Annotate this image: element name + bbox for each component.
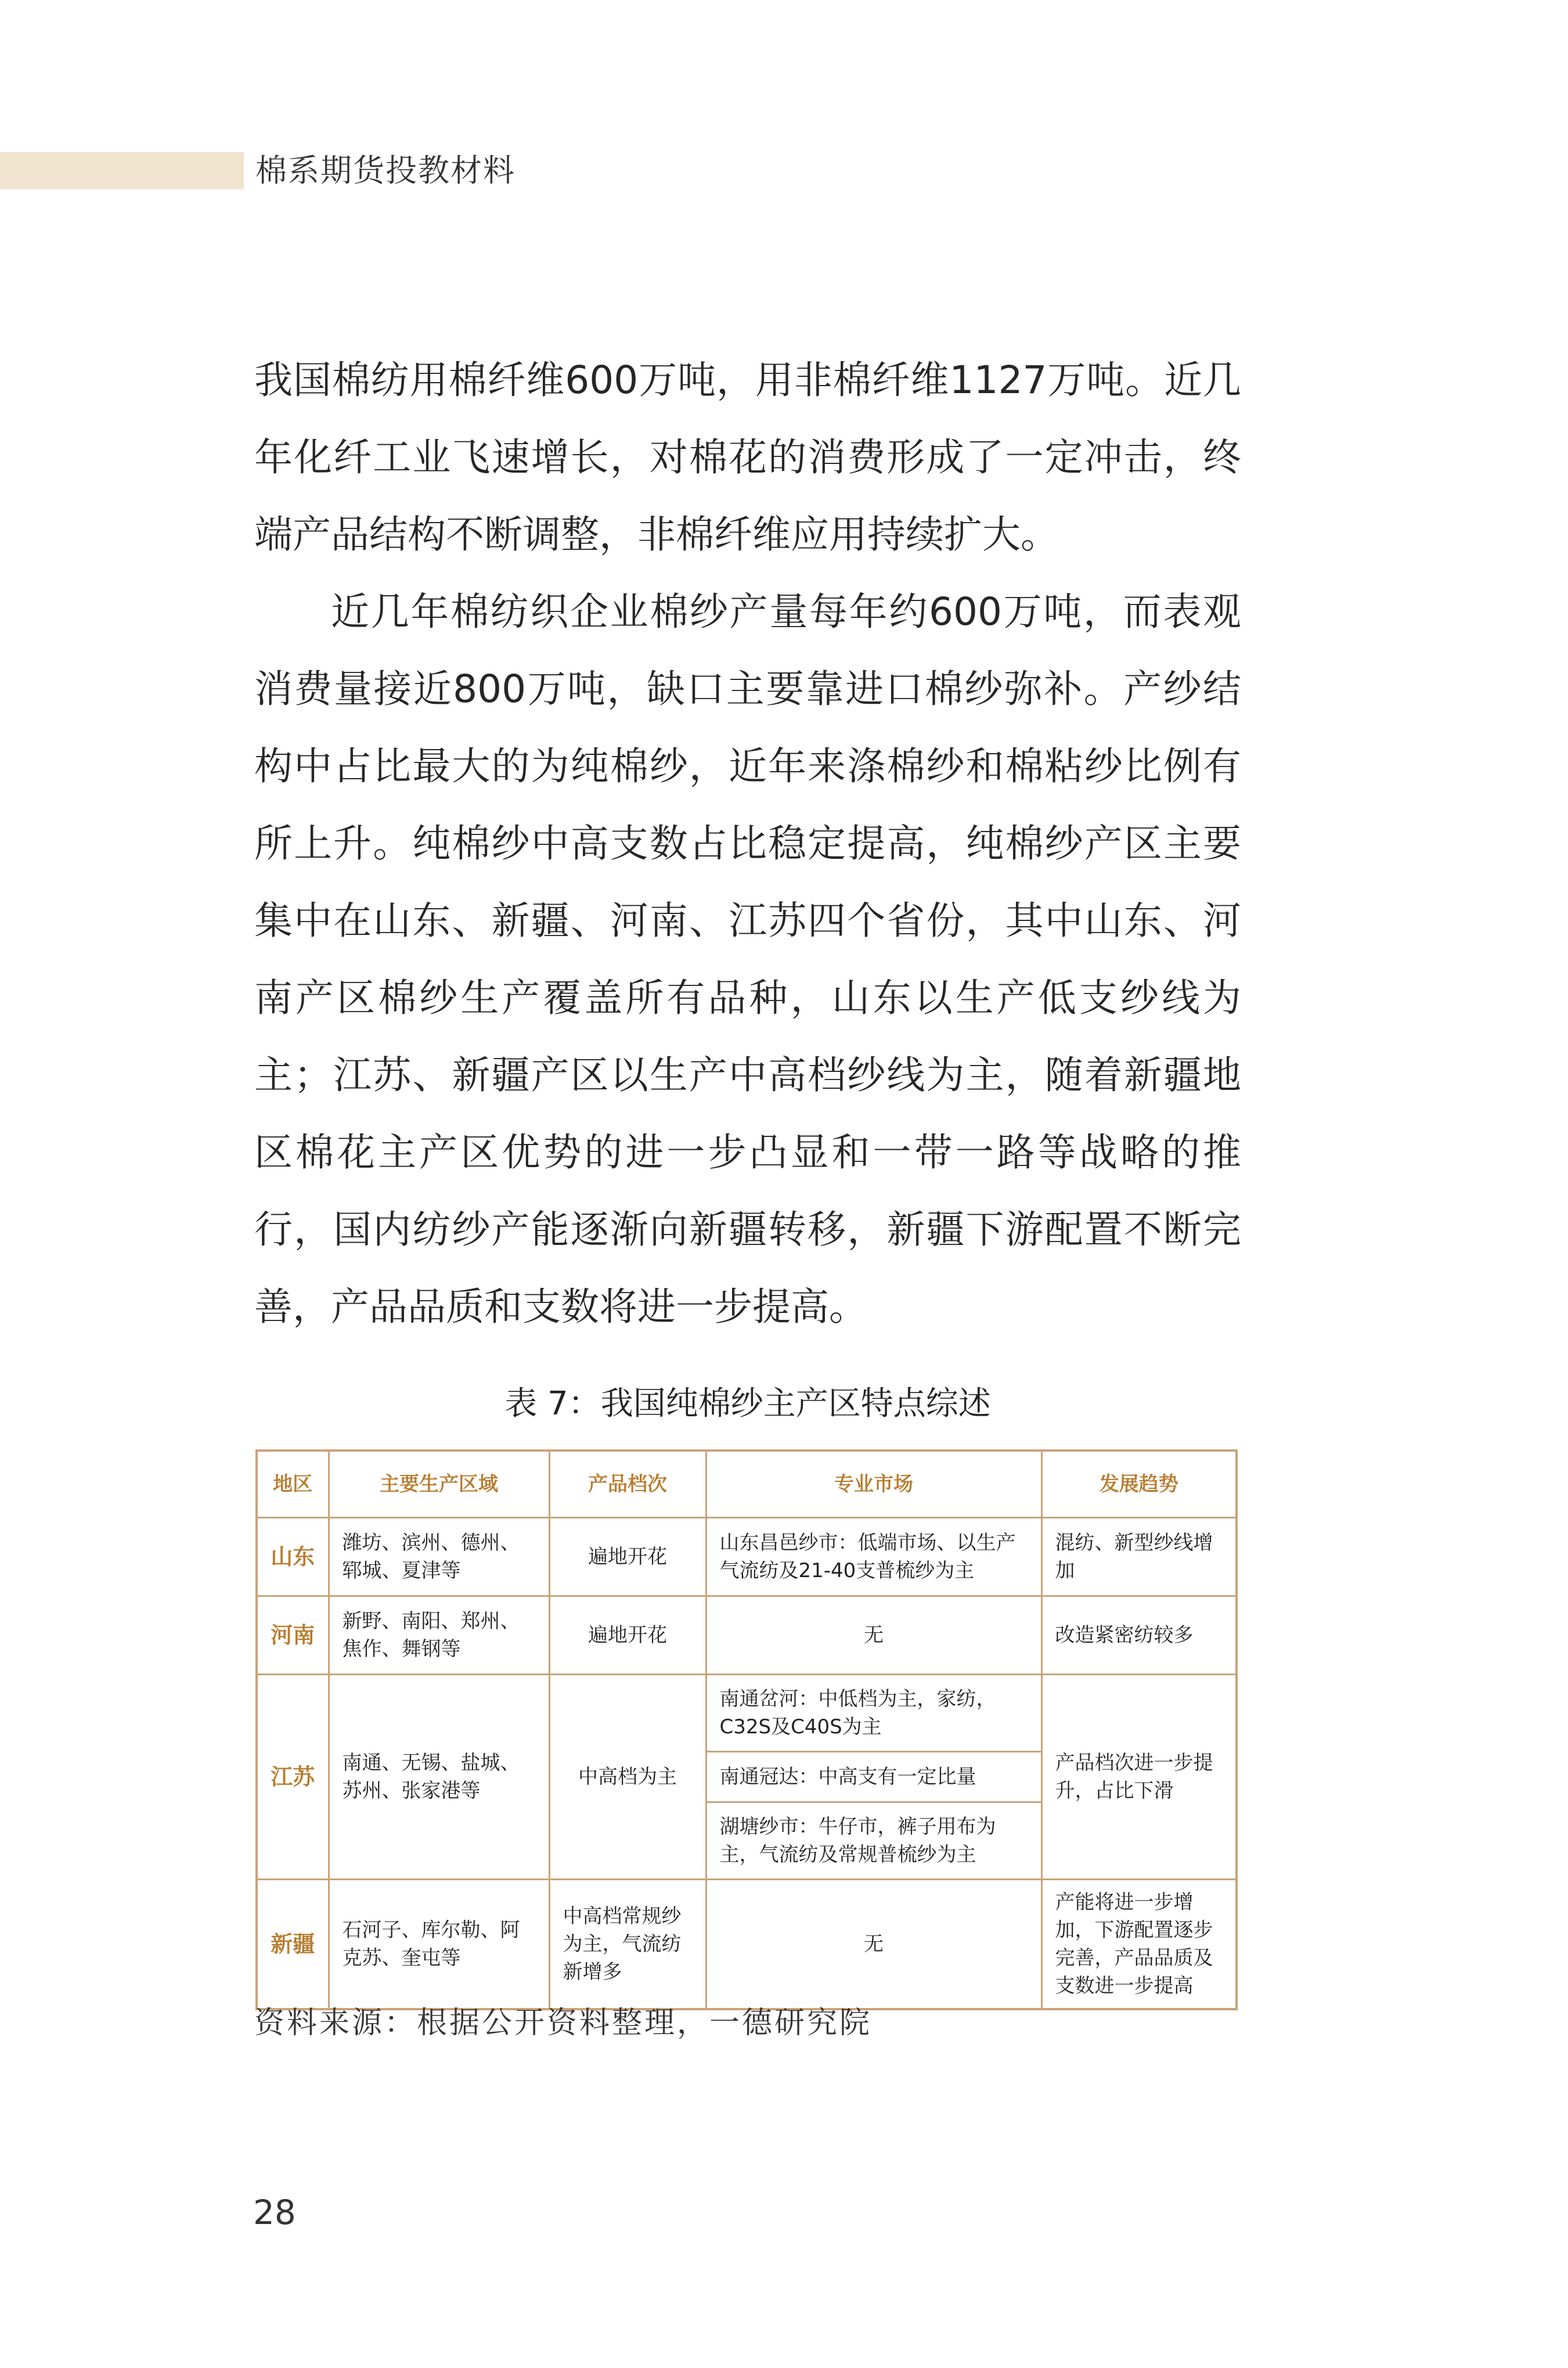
region-cell: 江苏: [257, 1675, 329, 1880]
header-cell-grade: 产品档次: [549, 1451, 706, 1518]
market-cell: 山东昌邑纱市：低端市场、以生产气流纺及21-40支普梳纱为主: [706, 1518, 1041, 1596]
header-cell-areas: 主要生产区域: [329, 1451, 549, 1518]
areas-cell: 石河子、库尔勒、阿克苏、奎屯等: [329, 1880, 549, 2010]
grade-cell: 中高档常规纱为主，气流纺新增多: [549, 1880, 706, 2010]
header-cell-market: 专业市场: [706, 1451, 1041, 1518]
trend-cell: 产能将进一步增加，下游配置逐步完善，产品品质及支数进一步提高: [1041, 1880, 1237, 2010]
region-table: [255, 1449, 1235, 2010]
grade-cell: 遍地开花: [549, 1518, 706, 1596]
region-cell: 新疆: [257, 1880, 329, 2010]
body-text: [254, 341, 1241, 1345]
paragraph-1: 我国棉纺用棉纤维600万吨，用非棉纤维1127万吨。近几年化纤工业飞速增长，对棉花的消费形成了一定冲击，终端产品结构不断调整，非棉纤维应用持续扩大。: [254, 358, 1241, 557]
trend-cell: 产品档次进一步提升，占比下滑: [1041, 1675, 1237, 1880]
header-cell-region: 地区: [257, 1451, 329, 1518]
areas-cell: 南通、无锡、盐城、苏州、张家港等: [329, 1675, 549, 1880]
table-header-row: [257, 1451, 1237, 1518]
market-cell: 南通岔河：中低档为主，家纺，C32S及C40S为主: [706, 1675, 1041, 1752]
header-cell-trend: 发展趋势: [1041, 1451, 1237, 1518]
region-cell: 山东: [257, 1518, 329, 1596]
paragraph-2: 近几年棉纺织企业棉纱产量每年约600万吨，而表观消费量接近800万吨，缺口主要靠进口棉纱弥补。产纱结构中占比最大的为纯棉纱，近年来涤棉纱和棉粘纱比例有所上升。纯棉纱中高支数占比稳定提高，纯棉纱产区主要集中在山东、新疆、河南、江苏四个省份，其中山东、河南产区棉纱生产覆盖所有品种，山东以生产低支纱线为主；江苏、新疆产区以生产中高档纱线为主，随着新疆地区棉花主产区优势的进一步凸显和一带一路等战略的推行，国内纺纱产能逐渐向新疆转移，新疆下游配置不断完善，产品品质和支数将进一步提高。: [254, 589, 1241, 1329]
table-row-henan: [257, 1596, 1237, 1675]
header-accent-band: [0, 152, 244, 189]
running-header-title: 棉系期货投教材料: [255, 152, 516, 189]
areas-cell: 新野、南阳、郑州、焦作、舞钢等: [329, 1596, 549, 1675]
trend-cell: 改造紧密纺较多: [1041, 1596, 1237, 1675]
table-row-shandong: [257, 1518, 1237, 1596]
market-cell: 湖塘纱市：牛仔市，裤子用布为主，气流纺及常规普梳纱为主: [706, 1802, 1041, 1880]
grade-cell: 遍地开花: [549, 1596, 706, 1675]
region-cell: 河南: [257, 1596, 329, 1675]
table-source-note: 资料来源：根据公开资料整理，一德研究院: [254, 2006, 873, 2040]
market-cell: 无: [706, 1596, 1041, 1675]
trend-cell: 混纺、新型纱线增加: [1041, 1518, 1237, 1596]
table-row-xinjiang: [257, 1880, 1237, 2010]
areas-cell: 潍坊、滨州、德州、郓城、夏津等: [329, 1518, 549, 1596]
grade-cell: 中高档为主: [549, 1675, 706, 1880]
table-caption: 表 7：我国纯棉纱主产区特点综述: [504, 1385, 991, 1423]
page-number: 28: [253, 2193, 296, 2232]
market-cell: 无: [706, 1880, 1041, 2010]
table-row-jiangsu: [257, 1675, 1237, 1752]
market-cell: 南通冠达：中高支有一定比量: [706, 1752, 1041, 1802]
